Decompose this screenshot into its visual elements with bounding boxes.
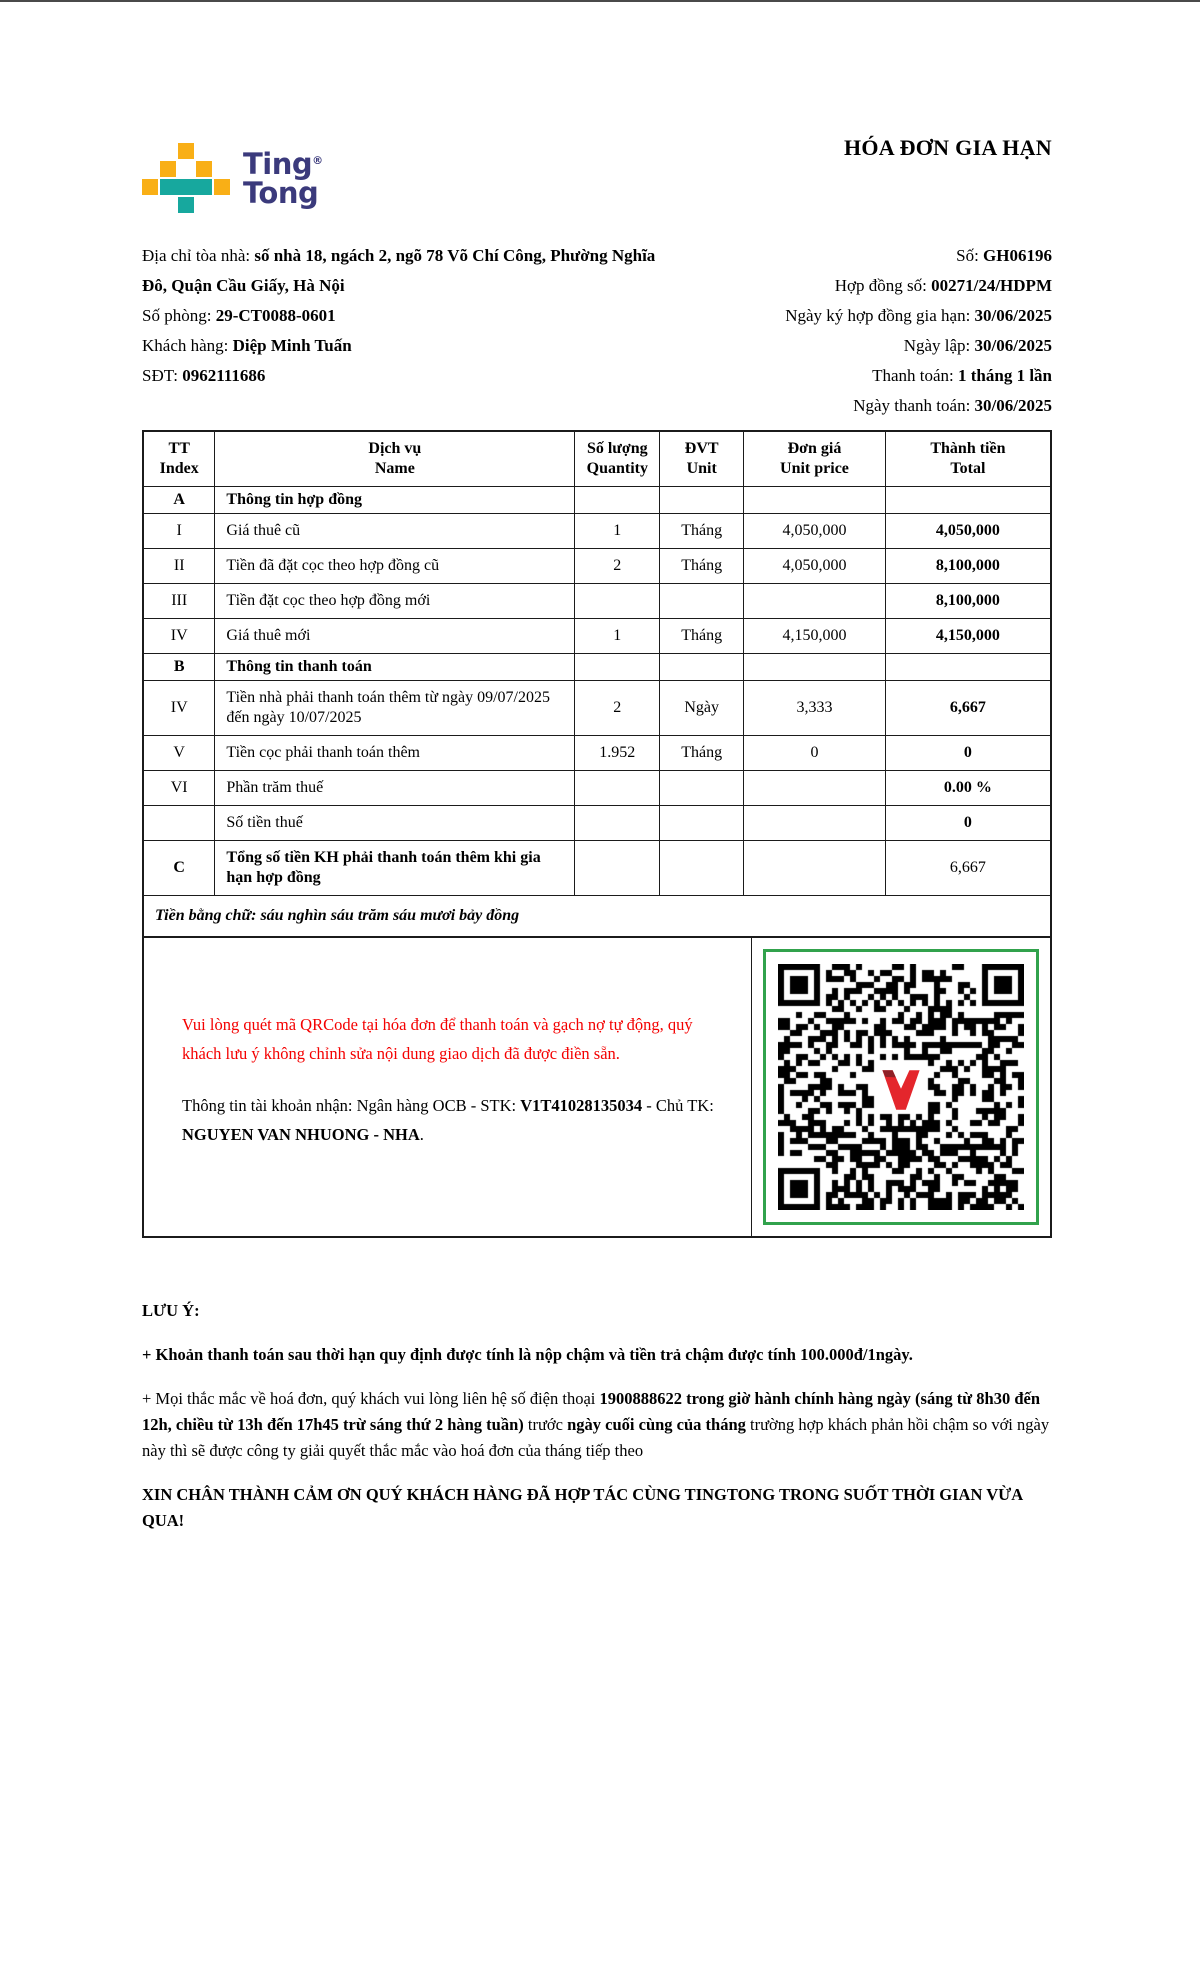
amount-in-words: Tiền bằng chữ: sáu nghìn sáu trăm sáu mươi bảy đồng [143, 896, 1051, 938]
cell-quantity: 1 [575, 514, 660, 549]
cell-unit-price [744, 487, 886, 514]
cell-quantity [575, 771, 660, 806]
column-header: TT Index [143, 431, 215, 487]
logo-pixel [160, 179, 212, 195]
invoice-row [143, 514, 1051, 549]
invoice-row [143, 487, 1051, 514]
logo-word-top: Ting [243, 147, 313, 181]
qr-frame [763, 949, 1039, 1225]
logo-pixel [178, 197, 194, 213]
cell-service-name: Tiền cọc phải thanh toán thêm [215, 736, 575, 771]
invoice-row [143, 584, 1051, 619]
cell-unit [660, 806, 744, 841]
invoice-table [142, 430, 1052, 938]
cell-service-name: Tiền đã đặt cọc theo hợp đồng cũ [215, 549, 575, 584]
cell-unit-price [744, 806, 886, 841]
amount-in-words-row [143, 896, 1051, 938]
invoice-content [142, 135, 1066, 1552]
qr-warning-note: Vui lòng quét mã QRCode tại hóa đơn để thanh toán và gạch nợ tự động, quý khách lưu ý không chỉnh sửa nội dung giao dịch đã được điền sẵn. [182, 1014, 693, 1063]
cell-unit [660, 841, 744, 896]
info-contract-number: Hợp đồng số: 00271/24/HDPM [834, 276, 1052, 295]
late-payment-note: + Khoản thanh toán sau thời hạn quy định được tính là nộp chậm và tiền trả chậm được tính 100.000đ/1ngày. [142, 1345, 913, 1364]
cell-service-name: Tổng số tiền KH phải thanh toán thêm khi gia hạn hợp đồng [215, 841, 575, 896]
cell-index: III [143, 584, 215, 619]
logo-pixel [214, 179, 230, 195]
invoice-row [143, 736, 1051, 771]
cell-unit-price [744, 841, 886, 896]
invoice-row [143, 681, 1051, 736]
registered-mark: ® [312, 154, 324, 167]
invoice-header [142, 135, 1052, 231]
invoice-meta-block [785, 241, 1052, 421]
info-payment-date: Ngày thanh toán: 30/06/2025 [853, 396, 1052, 415]
cell-total: 0.00 % [885, 771, 1051, 806]
cell-index: IV [143, 681, 215, 736]
info-issue-date: Ngày lập: 30/06/2025 [903, 336, 1052, 355]
account-end: . [419, 1124, 424, 1144]
invoice-row [143, 806, 1051, 841]
cell-unit-price [744, 584, 886, 619]
cell-quantity: 1 [575, 619, 660, 654]
cell-total: 8,100,000 [885, 584, 1051, 619]
invoice-title: HÓA ĐƠN GIA HẠN [843, 135, 1052, 160]
qr-code-cell [752, 938, 1050, 1236]
info-room-number: Số phòng: 29-CT0088-0601 [142, 306, 336, 325]
logo-pixel [196, 161, 212, 177]
cell-unit-price [744, 654, 886, 681]
cell-unit-price [744, 771, 886, 806]
cell-unit: Tháng [660, 736, 744, 771]
cell-index: A [143, 487, 215, 514]
cell-total: 0 [885, 806, 1051, 841]
cell-service-name: Tiền nhà phải thanh toán thêm từ ngày 09/07/2025 đến ngày 10/07/2025 [215, 681, 575, 736]
logo-wordmark [243, 146, 323, 208]
column-header: Đơn giá Unit price [744, 431, 886, 487]
cell-quantity [575, 654, 660, 681]
info-customer-name: Khách hàng: Diệp Minh Tuấn [142, 336, 352, 355]
info-building-address: Địa chỉ tòa nhà: số nhà 18, ngách 2, ngõ 78 Võ Chí Công, Phường Nghĩa Đô, Quận Cầu Giấy, Hà Nội [142, 246, 656, 295]
account-separator: - Chủ TK: [642, 1095, 714, 1115]
column-header: Số lượng Quantity [575, 431, 660, 487]
thank-you-note: XIN CHÂN THÀNH CẢM ƠN QUÝ KHÁCH HÀNG ĐÃ HỢP TÁC CÙNG TINGTONG TRONG SUỐT THỜI GIAN VỪA QUA! [142, 1485, 1023, 1530]
invoice-row [143, 549, 1051, 584]
cell-quantity [575, 487, 660, 514]
column-header: Dịch vụ Name [215, 431, 575, 487]
logo-pixel [178, 143, 194, 159]
customer-info-block [142, 241, 657, 421]
invoice-row [143, 771, 1051, 806]
page-top-border [0, 0, 1200, 2]
invoice-row [143, 654, 1051, 681]
cell-unit-price: 4,150,000 [744, 619, 886, 654]
cell-index: VI [143, 771, 215, 806]
cell-index: V [143, 736, 215, 771]
invoice-info [142, 241, 1052, 421]
cell-index [143, 806, 215, 841]
cell-quantity: 2 [575, 549, 660, 584]
cell-total: 6,667 [885, 681, 1051, 736]
invoice-row [143, 619, 1051, 654]
cell-unit: Tháng [660, 549, 744, 584]
info-payment-cycle: Thanh toán: 1 tháng 1 lần [872, 366, 1052, 385]
cell-unit [660, 771, 744, 806]
cell-unit: Tháng [660, 619, 744, 654]
logo-word-bottom: Tong [243, 176, 319, 210]
cell-unit-price: 4,050,000 [744, 514, 886, 549]
logo-pixel [142, 179, 158, 195]
notes-heading: LƯU Ý: [142, 1301, 200, 1320]
cell-total: 8,100,000 [885, 549, 1051, 584]
tingtong-logo-icon [142, 143, 230, 213]
qr-payment-block [142, 938, 1052, 1238]
footer-notes [142, 1298, 1066, 1534]
cell-index: C [143, 841, 215, 896]
cell-unit-price: 4,050,000 [744, 549, 886, 584]
info-invoice-number: Số: GH06196 [956, 246, 1052, 265]
cell-unit-price: 3,333 [744, 681, 886, 736]
payment-instructions [144, 938, 752, 1236]
cell-service-name: Giá thuê cũ [215, 514, 575, 549]
cell-service-name: Giá thuê mới [215, 619, 575, 654]
cell-unit [660, 654, 744, 681]
cell-service-name: Thông tin hợp đồng [215, 487, 575, 514]
vietqr-v-icon [766, 952, 1036, 1222]
cell-quantity [575, 806, 660, 841]
cell-unit [660, 487, 744, 514]
cell-index: I [143, 514, 215, 549]
column-header: ĐVT Unit [660, 431, 744, 487]
cell-service-name: Tiền đặt cọc theo hợp đồng mới [215, 584, 575, 619]
account-label: Thông tin tài khoản nhận: Ngân hàng OCB - STK: [182, 1095, 521, 1115]
cell-total: 0 [885, 736, 1051, 771]
cell-unit: Ngày [660, 681, 744, 736]
table-header-row [143, 431, 1051, 487]
cell-service-name: Số tiền thuế [215, 806, 575, 841]
account-holder: NGUYEN VAN NHUONG - NHA [182, 1124, 420, 1144]
cell-total [885, 654, 1051, 681]
cell-quantity [575, 841, 660, 896]
cell-quantity: 1.952 [575, 736, 660, 771]
cell-index: B [143, 654, 215, 681]
cell-unit: Tháng [660, 514, 744, 549]
cell-service-name: Thông tin thanh toán [215, 654, 575, 681]
info-phone-number: SĐT: 0962111686 [142, 366, 266, 385]
cell-total: 6,667 [885, 841, 1051, 896]
cell-quantity [575, 584, 660, 619]
receiving-account-info [182, 1091, 723, 1149]
account-number: V1T41028135034 [520, 1095, 643, 1115]
cell-unit-price: 0 [744, 736, 886, 771]
cell-unit [660, 584, 744, 619]
cell-total: 4,150,000 [885, 619, 1051, 654]
cell-index: II [143, 549, 215, 584]
cell-quantity: 2 [575, 681, 660, 736]
cell-index: IV [143, 619, 215, 654]
logo-pixel [160, 161, 176, 177]
column-header: Thành tiền Total [885, 431, 1051, 487]
cell-service-name: Phần trăm thuế [215, 771, 575, 806]
cell-total [885, 487, 1051, 514]
invoice-row [143, 841, 1051, 896]
info-renewal-sign-date: Ngày ký hợp đồng gia hạn: 30/06/2025 [785, 306, 1052, 325]
cell-total: 4,050,000 [885, 514, 1051, 549]
hotline-note: + Mọi thắc mắc về hoá đơn, quý khách vui lòng liên hệ số điện thoại 1900888622 trong giờ hành chính hàng ngày (sáng từ 8h30 đến 12h, chiều từ 13h đến 17h45 trừ sáng thứ 2 hàng tuần) trước ngày cuối cùng của tháng trường hợp khách phản hồi chậm so với ngày này thì sẽ được công ty giải quyết thắc mắc vào hoá đơn của tháng tiếp theo [142, 1389, 1050, 1460]
